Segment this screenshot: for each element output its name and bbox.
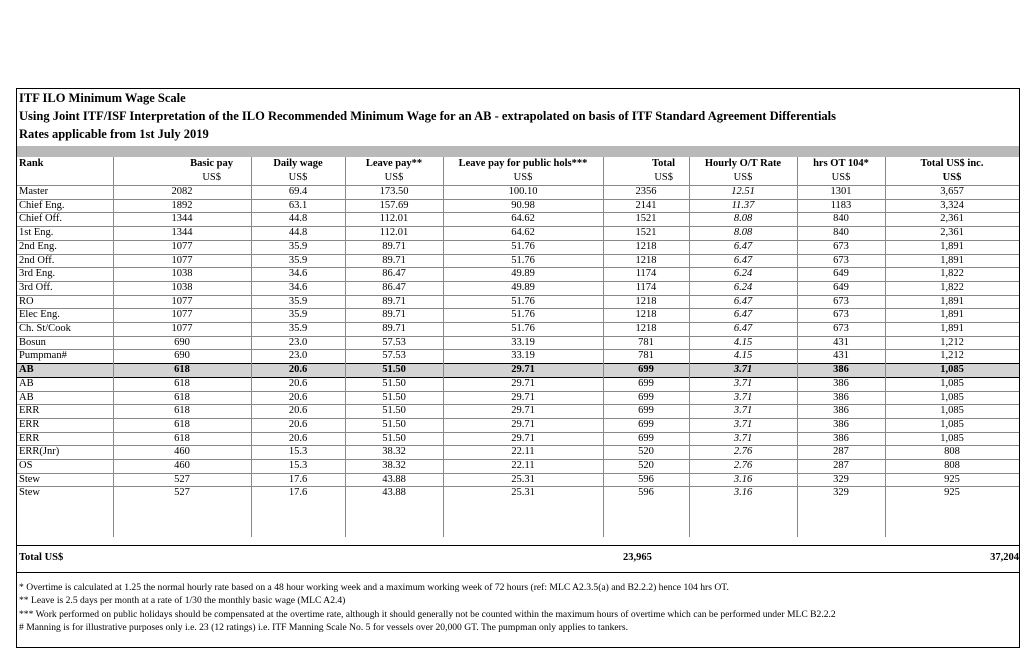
cell-public-hols: 29.71 bbox=[443, 391, 603, 405]
cell-rank: Master bbox=[17, 186, 113, 200]
column-divider bbox=[885, 157, 886, 537]
cell-basic-pay: 1077 bbox=[113, 323, 251, 337]
cell-hrs-ot: 673 bbox=[797, 295, 885, 309]
cell-leave-pay: 51.50 bbox=[345, 405, 443, 419]
cell-basic-pay: 1077 bbox=[113, 254, 251, 268]
cell-total-inc: 808 bbox=[885, 460, 1019, 474]
cell-basic-pay: 460 bbox=[113, 446, 251, 460]
cell-hourly-ot: 6.47 bbox=[689, 254, 797, 268]
cell-daily-wage: 17.6 bbox=[251, 487, 345, 500]
unit-daily-wage: US$ bbox=[288, 172, 308, 183]
cell-total: 1218 bbox=[603, 309, 689, 323]
cell-total: 1218 bbox=[603, 295, 689, 309]
unit-public-hols: US$ bbox=[513, 172, 533, 183]
cell-total: 1174 bbox=[603, 281, 689, 295]
cell-total-inc: 1,212 bbox=[885, 350, 1019, 364]
cell-rank: Ch. St/Cook bbox=[17, 323, 113, 337]
table-row bbox=[17, 377, 1019, 391]
cell-public-hols: 29.71 bbox=[443, 405, 603, 419]
cell-hrs-ot: 431 bbox=[797, 336, 885, 350]
cell-hrs-ot: 386 bbox=[797, 405, 885, 419]
cell-rank: Stew bbox=[17, 473, 113, 487]
cell-hourly-ot: 3.71 bbox=[689, 391, 797, 405]
cell-public-hols: 51.76 bbox=[443, 295, 603, 309]
wage-scale-sheet bbox=[16, 88, 1020, 648]
title-main: ITF ILO Minimum Wage Scale bbox=[19, 91, 186, 105]
footnote-manning: # Manning is for illustrative purposes only i.e. 23 (12 ratings) i.e. ITF Manning Scale No. 5 for vessels over 20,000 GT. The pumpman only applies to tankers. bbox=[19, 622, 629, 634]
cell-hourly-ot: 3.71 bbox=[689, 364, 797, 378]
cell-total: 1521 bbox=[603, 213, 689, 227]
cell-basic-pay: 460 bbox=[113, 460, 251, 474]
cell-hourly-ot: 8.08 bbox=[689, 213, 797, 227]
cell-leave-pay: 57.53 bbox=[345, 336, 443, 350]
cell-basic-pay: 1038 bbox=[113, 268, 251, 282]
cell-daily-wage: 23.0 bbox=[251, 336, 345, 350]
cell-hourly-ot: 12.51 bbox=[689, 186, 797, 200]
cell-leave-pay: 51.50 bbox=[345, 391, 443, 405]
header-leave-pay: Leave pay** bbox=[365, 158, 423, 169]
table-row bbox=[17, 473, 1019, 487]
header-total-inc: Total US$ inc. bbox=[920, 158, 984, 169]
cell-daily-wage: 15.3 bbox=[251, 460, 345, 474]
cell-public-hols: 22.11 bbox=[443, 460, 603, 474]
table-row-highlighted bbox=[17, 364, 1019, 378]
cell-basic-pay: 618 bbox=[113, 405, 251, 419]
column-divider bbox=[345, 157, 346, 537]
footnote-leave: ** Leave is 2.5 days per month at a rate of 1/30 the monthly basic wage (MLC A2.4) bbox=[19, 595, 346, 607]
header-public-hols: Leave pay for public hols*** bbox=[458, 158, 588, 169]
cell-public-hols: 29.71 bbox=[443, 364, 603, 378]
cell-daily-wage: 44.8 bbox=[251, 227, 345, 241]
cell-daily-wage: 69.4 bbox=[251, 186, 345, 200]
cell-rank: OS bbox=[17, 460, 113, 474]
column-divider bbox=[689, 157, 690, 537]
cell-leave-pay: 86.47 bbox=[345, 268, 443, 282]
cell-hourly-ot: 11.37 bbox=[689, 199, 797, 213]
cell-total: 2356 bbox=[603, 186, 689, 200]
cell-hrs-ot: 329 bbox=[797, 473, 885, 487]
cell-hrs-ot: 386 bbox=[797, 364, 885, 378]
cell-total-inc: 925 bbox=[885, 487, 1019, 500]
wage-table-body bbox=[17, 186, 1019, 501]
header-hourly-ot: Hourly O/T Rate bbox=[704, 158, 782, 169]
header-row bbox=[17, 157, 1019, 171]
cell-rank: ERR(Jnr) bbox=[17, 446, 113, 460]
cell-public-hols: 33.19 bbox=[443, 350, 603, 364]
cell-public-hols: 29.71 bbox=[443, 377, 603, 391]
cell-total: 1521 bbox=[603, 227, 689, 241]
cell-public-hols: 64.62 bbox=[443, 227, 603, 241]
column-divider bbox=[251, 157, 252, 537]
cell-hrs-ot: 1301 bbox=[797, 186, 885, 200]
cell-total-inc: 1,891 bbox=[885, 309, 1019, 323]
cell-total: 1218 bbox=[603, 254, 689, 268]
cell-total: 1174 bbox=[603, 268, 689, 282]
cell-basic-pay: 2082 bbox=[113, 186, 251, 200]
table-row bbox=[17, 487, 1019, 500]
cell-daily-wage: 35.9 bbox=[251, 295, 345, 309]
cell-total: 596 bbox=[603, 487, 689, 500]
cell-daily-wage: 35.9 bbox=[251, 240, 345, 254]
cell-rank: Elec Eng. bbox=[17, 309, 113, 323]
unit-rank bbox=[17, 171, 113, 186]
cell-hourly-ot: 8.08 bbox=[689, 227, 797, 241]
cell-public-hols: 29.71 bbox=[443, 432, 603, 446]
cell-total: 699 bbox=[603, 418, 689, 432]
cell-total: 699 bbox=[603, 405, 689, 419]
cell-daily-wage: 63.1 bbox=[251, 199, 345, 213]
cell-basic-pay: 1077 bbox=[113, 295, 251, 309]
cell-leave-pay: 43.88 bbox=[345, 473, 443, 487]
cell-rank: ERR bbox=[17, 432, 113, 446]
cell-hourly-ot: 6.47 bbox=[689, 240, 797, 254]
table-row bbox=[17, 227, 1019, 241]
cell-leave-pay: 51.50 bbox=[345, 432, 443, 446]
header-daily-wage: Daily wage bbox=[273, 158, 323, 169]
cell-leave-pay: 38.32 bbox=[345, 460, 443, 474]
title-effective-date: Rates applicable from 1st July 2019 bbox=[19, 127, 209, 141]
cell-leave-pay: 86.47 bbox=[345, 281, 443, 295]
cell-total: 699 bbox=[603, 391, 689, 405]
cell-public-hols: 25.31 bbox=[443, 473, 603, 487]
cell-public-hols: 33.19 bbox=[443, 336, 603, 350]
cell-rank: 2nd Eng. bbox=[17, 240, 113, 254]
total-label: Total US$ bbox=[19, 552, 64, 563]
cell-total-inc: 925 bbox=[885, 473, 1019, 487]
table-row bbox=[17, 281, 1019, 295]
cell-total-inc: 1,085 bbox=[885, 391, 1019, 405]
table-row bbox=[17, 199, 1019, 213]
cell-total-inc: 1,891 bbox=[885, 254, 1019, 268]
cell-daily-wage: 20.6 bbox=[251, 418, 345, 432]
header-basic-pay: Basic pay bbox=[190, 158, 233, 169]
unit-hrs-ot: US$ bbox=[831, 172, 851, 183]
cell-total-inc: 808 bbox=[885, 446, 1019, 460]
table-row bbox=[17, 295, 1019, 309]
cell-hourly-ot: 2.76 bbox=[689, 460, 797, 474]
header-band bbox=[17, 146, 1019, 157]
cell-daily-wage: 23.0 bbox=[251, 350, 345, 364]
table-row bbox=[17, 350, 1019, 364]
cell-public-hols: 51.76 bbox=[443, 323, 603, 337]
cell-leave-pay: 173.50 bbox=[345, 186, 443, 200]
cell-hrs-ot: 840 bbox=[797, 227, 885, 241]
cell-rank: Chief Off. bbox=[17, 213, 113, 227]
cell-total-inc: 1,085 bbox=[885, 432, 1019, 446]
column-divider bbox=[113, 157, 114, 537]
cell-rank: 3rd Eng. bbox=[17, 268, 113, 282]
cell-hrs-ot: 649 bbox=[797, 281, 885, 295]
cell-hrs-ot: 329 bbox=[797, 487, 885, 500]
cell-rank: AB bbox=[17, 391, 113, 405]
cell-basic-pay: 690 bbox=[113, 350, 251, 364]
header-hrs-ot: hrs OT 104* bbox=[813, 158, 869, 169]
table-row bbox=[17, 254, 1019, 268]
table-row bbox=[17, 336, 1019, 350]
table-row bbox=[17, 418, 1019, 432]
cell-total: 596 bbox=[603, 473, 689, 487]
total-row bbox=[17, 545, 1019, 573]
column-divider bbox=[603, 157, 604, 537]
header-total: Total bbox=[652, 158, 675, 169]
cell-basic-pay: 1892 bbox=[113, 199, 251, 213]
cell-leave-pay: 112.01 bbox=[345, 227, 443, 241]
units-row bbox=[17, 171, 1019, 186]
cell-hourly-ot: 4.15 bbox=[689, 350, 797, 364]
cell-hrs-ot: 431 bbox=[797, 350, 885, 364]
cell-daily-wage: 20.6 bbox=[251, 405, 345, 419]
unit-leave-pay: US$ bbox=[384, 172, 404, 183]
cell-total: 781 bbox=[603, 350, 689, 364]
cell-daily-wage: 34.6 bbox=[251, 268, 345, 282]
cell-public-hols: 90.98 bbox=[443, 199, 603, 213]
cell-leave-pay: 89.71 bbox=[345, 309, 443, 323]
cell-leave-pay: 89.71 bbox=[345, 240, 443, 254]
cell-hrs-ot: 673 bbox=[797, 309, 885, 323]
cell-rank: Stew bbox=[17, 487, 113, 500]
cell-total-inc: 3,657 bbox=[885, 186, 1019, 200]
footnotes bbox=[19, 581, 1009, 635]
cell-daily-wage: 17.6 bbox=[251, 473, 345, 487]
cell-total: 781 bbox=[603, 336, 689, 350]
cell-rank: AB bbox=[17, 364, 113, 378]
unit-hourly-ot: US$ bbox=[733, 172, 753, 183]
cell-hourly-ot: 6.47 bbox=[689, 309, 797, 323]
unit-total: US$ bbox=[654, 172, 673, 183]
cell-daily-wage: 15.3 bbox=[251, 446, 345, 460]
cell-public-hols: 29.71 bbox=[443, 418, 603, 432]
cell-daily-wage: 35.9 bbox=[251, 323, 345, 337]
cell-hourly-ot: 3.71 bbox=[689, 405, 797, 419]
table-row bbox=[17, 446, 1019, 460]
table-row bbox=[17, 309, 1019, 323]
cell-rank: Pumpman# bbox=[17, 350, 113, 364]
cell-public-hols: 100.10 bbox=[443, 186, 603, 200]
cell-daily-wage: 35.9 bbox=[251, 309, 345, 323]
cell-hourly-ot: 3.16 bbox=[689, 473, 797, 487]
cell-total-inc: 1,891 bbox=[885, 295, 1019, 309]
cell-basic-pay: 690 bbox=[113, 336, 251, 350]
table-row bbox=[17, 432, 1019, 446]
cell-basic-pay: 618 bbox=[113, 377, 251, 391]
cell-daily-wage: 20.6 bbox=[251, 364, 345, 378]
cell-total: 520 bbox=[603, 446, 689, 460]
cell-total: 699 bbox=[603, 364, 689, 378]
cell-basic-pay: 1038 bbox=[113, 281, 251, 295]
cell-rank: ERR bbox=[17, 405, 113, 419]
cell-hourly-ot: 3.71 bbox=[689, 377, 797, 391]
cell-public-hols: 51.76 bbox=[443, 254, 603, 268]
cell-rank: 2nd Off. bbox=[17, 254, 113, 268]
cell-daily-wage: 35.9 bbox=[251, 254, 345, 268]
cell-hrs-ot: 649 bbox=[797, 268, 885, 282]
cell-leave-pay: 89.71 bbox=[345, 254, 443, 268]
column-divider bbox=[443, 157, 444, 537]
cell-leave-pay: 43.88 bbox=[345, 487, 443, 500]
cell-hrs-ot: 673 bbox=[797, 254, 885, 268]
cell-total: 1218 bbox=[603, 323, 689, 337]
cell-public-hols: 25.31 bbox=[443, 487, 603, 500]
cell-basic-pay: 527 bbox=[113, 473, 251, 487]
cell-hourly-ot: 3.71 bbox=[689, 418, 797, 432]
table-row bbox=[17, 240, 1019, 254]
wage-table bbox=[17, 157, 1019, 500]
unit-total-inc: US$ bbox=[942, 172, 962, 183]
cell-leave-pay: 51.50 bbox=[345, 418, 443, 432]
table-row bbox=[17, 405, 1019, 419]
cell-rank: Chief Eng. bbox=[17, 199, 113, 213]
title-block bbox=[19, 89, 1009, 143]
cell-hourly-ot: 6.24 bbox=[689, 281, 797, 295]
cell-public-hols: 22.11 bbox=[443, 446, 603, 460]
cell-hourly-ot: 3.16 bbox=[689, 487, 797, 500]
cell-daily-wage: 20.6 bbox=[251, 391, 345, 405]
cell-hrs-ot: 673 bbox=[797, 323, 885, 337]
cell-leave-pay: 57.53 bbox=[345, 350, 443, 364]
cell-daily-wage: 20.6 bbox=[251, 432, 345, 446]
cell-total-inc: 1,822 bbox=[885, 268, 1019, 282]
cell-total-inc: 2,361 bbox=[885, 213, 1019, 227]
cell-rank: RO bbox=[17, 295, 113, 309]
cell-hourly-ot: 6.47 bbox=[689, 323, 797, 337]
cell-public-hols: 51.76 bbox=[443, 240, 603, 254]
table-row bbox=[17, 460, 1019, 474]
cell-hourly-ot: 2.76 bbox=[689, 446, 797, 460]
cell-rank: 3rd Off. bbox=[17, 281, 113, 295]
title-subtitle: Using Joint ITF/ISF Interpretation of the ILO Recommended Minimum Wage for an AB - extrapolated on basis of ITF Standard Agreement Differentials bbox=[19, 109, 837, 123]
cell-total: 699 bbox=[603, 377, 689, 391]
cell-basic-pay: 1344 bbox=[113, 227, 251, 241]
cell-hrs-ot: 386 bbox=[797, 377, 885, 391]
cell-daily-wage: 44.8 bbox=[251, 213, 345, 227]
table-row bbox=[17, 213, 1019, 227]
cell-total: 699 bbox=[603, 432, 689, 446]
cell-hrs-ot: 287 bbox=[797, 446, 885, 460]
footnote-overtime: * Overtime is calculated at 1.25 the normal hourly rate based on a 48 hour working week and a maximum working week of 72 hours (ref: MLC A2.3.5(a) and B2.2.2) hence 104 hrs OT. bbox=[19, 582, 729, 593]
cell-total: 1218 bbox=[603, 240, 689, 254]
cell-public-hols: 51.76 bbox=[443, 309, 603, 323]
cell-total-inc: 1,891 bbox=[885, 240, 1019, 254]
total-sum: 23,965 bbox=[623, 552, 652, 563]
cell-hourly-ot: 6.24 bbox=[689, 268, 797, 282]
table-row bbox=[17, 391, 1019, 405]
cell-leave-pay: 157.69 bbox=[345, 199, 443, 213]
cell-leave-pay: 51.50 bbox=[345, 377, 443, 391]
cell-rank: AB bbox=[17, 377, 113, 391]
cell-daily-wage: 34.6 bbox=[251, 281, 345, 295]
cell-hrs-ot: 386 bbox=[797, 391, 885, 405]
cell-hourly-ot: 4.15 bbox=[689, 336, 797, 350]
cell-total-inc: 2,361 bbox=[885, 227, 1019, 241]
cell-total-inc: 1,085 bbox=[885, 364, 1019, 378]
column-divider bbox=[797, 157, 798, 537]
cell-total-inc: 1,212 bbox=[885, 336, 1019, 350]
cell-hourly-ot: 6.47 bbox=[689, 295, 797, 309]
cell-leave-pay: 89.71 bbox=[345, 323, 443, 337]
cell-hrs-ot: 1183 bbox=[797, 199, 885, 213]
cell-hrs-ot: 673 bbox=[797, 240, 885, 254]
cell-public-hols: 64.62 bbox=[443, 213, 603, 227]
cell-basic-pay: 618 bbox=[113, 364, 251, 378]
table-row bbox=[17, 323, 1019, 337]
unit-basic-pay: US$ bbox=[202, 172, 221, 183]
cell-leave-pay: 38.32 bbox=[345, 446, 443, 460]
cell-basic-pay: 618 bbox=[113, 391, 251, 405]
cell-basic-pay: 1077 bbox=[113, 309, 251, 323]
cell-basic-pay: 618 bbox=[113, 418, 251, 432]
cell-rank: 1st Eng. bbox=[17, 227, 113, 241]
cell-public-hols: 49.89 bbox=[443, 281, 603, 295]
table-row bbox=[17, 186, 1019, 200]
cell-total-inc: 1,822 bbox=[885, 281, 1019, 295]
footnote-public-holidays: *** Work performed on public holidays should be compensated at the overtime rate, although it should generally not be counted within the maximum hours of overtime which can be performed under MLC B2.2.2 bbox=[19, 608, 836, 620]
cell-public-hols: 49.89 bbox=[443, 268, 603, 282]
cell-total-inc: 1,085 bbox=[885, 405, 1019, 419]
total-inc-sum: 37,204 bbox=[990, 552, 1019, 563]
cell-hourly-ot: 3.71 bbox=[689, 432, 797, 446]
cell-rank: ERR bbox=[17, 418, 113, 432]
cell-leave-pay: 51.50 bbox=[345, 364, 443, 378]
cell-daily-wage: 20.6 bbox=[251, 377, 345, 391]
cell-hrs-ot: 386 bbox=[797, 432, 885, 446]
cell-total-inc: 3,324 bbox=[885, 199, 1019, 213]
cell-total-inc: 1,085 bbox=[885, 418, 1019, 432]
cell-basic-pay: 1344 bbox=[113, 213, 251, 227]
cell-hrs-ot: 840 bbox=[797, 213, 885, 227]
cell-hrs-ot: 287 bbox=[797, 460, 885, 474]
cell-rank: Bosun bbox=[17, 336, 113, 350]
cell-total-inc: 1,891 bbox=[885, 323, 1019, 337]
header-rank: Rank bbox=[19, 158, 44, 169]
cell-hrs-ot: 386 bbox=[797, 418, 885, 432]
table-row bbox=[17, 268, 1019, 282]
cell-total: 520 bbox=[603, 460, 689, 474]
cell-basic-pay: 618 bbox=[113, 432, 251, 446]
cell-basic-pay: 1077 bbox=[113, 240, 251, 254]
cell-total-inc: 1,085 bbox=[885, 377, 1019, 391]
cell-leave-pay: 89.71 bbox=[345, 295, 443, 309]
cell-basic-pay: 527 bbox=[113, 487, 251, 500]
cell-leave-pay: 112.01 bbox=[345, 213, 443, 227]
cell-total: 2141 bbox=[603, 199, 689, 213]
